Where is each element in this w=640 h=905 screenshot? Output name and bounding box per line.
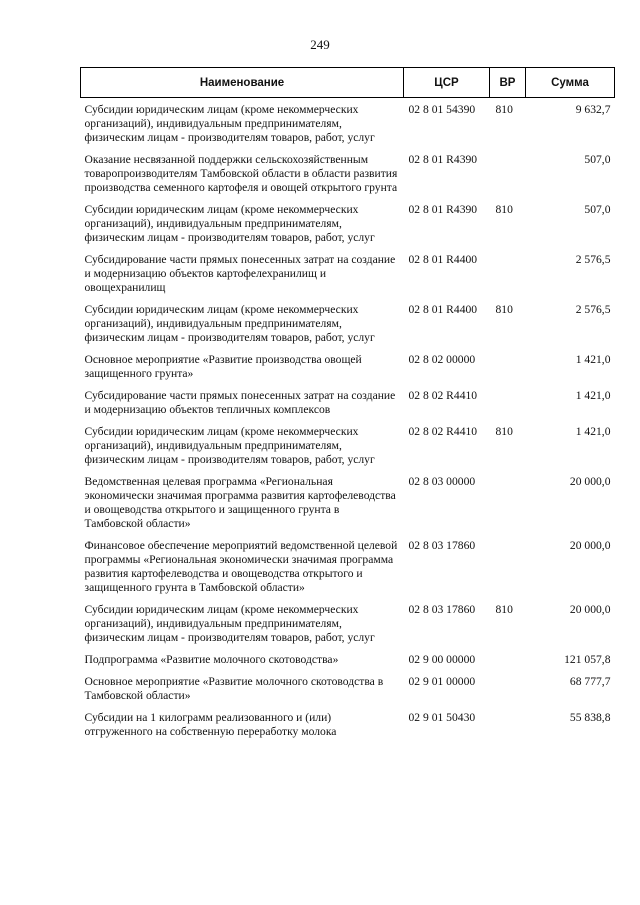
- row-csr: 02 8 03 17860: [408, 539, 476, 552]
- row-csr: 02 8 02 R4410: [408, 389, 478, 402]
- row-csr: 02 9 01 00000: [408, 675, 476, 688]
- row-vr: 810: [495, 203, 513, 216]
- row-vr: [490, 348, 526, 384]
- header-vr: ВР: [490, 68, 526, 98]
- row-sum: 20 000,0: [569, 475, 611, 488]
- header-name: Наименование: [81, 68, 404, 98]
- row-csr: 02 8 01 R4400: [408, 303, 478, 316]
- row-name: Субсидии юридическим лицам (кроме некоммерческих организаций), индивидуальным предпринимателям, физическим лицам - производителям товаров, работ, услуг: [84, 103, 375, 144]
- row-sum: 121 057,8: [564, 653, 611, 666]
- table-row: [81, 148, 615, 198]
- row-csr: 02 9 00 00000: [408, 653, 476, 666]
- row-name: Ведомственная целевая программа «Региональная экономически значимая программа развития картофелеводства и овощеводства открытого и защищенного грунта в Тамбовской области»: [84, 475, 396, 530]
- table-row: [81, 98, 615, 149]
- row-vr: [490, 384, 526, 420]
- row-name: Финансовое обеспечение мероприятий ведомственной целевой программы «Региональная экономически значимая программа развития картофелеводства и овощеводства открытого и защищенного грунта в Тамбовской области»: [84, 539, 398, 594]
- row-csr: 02 8 01 R4400: [408, 253, 478, 266]
- table-row: [81, 348, 615, 384]
- row-name: Субсидирование части прямых понесенных затрат на создание и модернизацию объектов картофелехранилищ и овощехранилищ: [84, 253, 396, 294]
- row-vr: 810: [495, 303, 513, 316]
- row-vr: 810: [495, 603, 513, 616]
- row-sum: 68 777,7: [569, 675, 611, 688]
- budget-table: [80, 67, 615, 742]
- row-sum: 1 421,0: [575, 389, 611, 402]
- header-csr: ЦСР: [404, 68, 490, 98]
- table-row: [81, 420, 615, 470]
- row-name: Субсидии юридическим лицам (кроме некоммерческих организаций), индивидуальным предпринимателям, физическим лицам - производителям товаров, работ, услуг: [84, 603, 375, 644]
- row-sum: 20 000,0: [569, 603, 611, 616]
- row-sum: 55 838,8: [569, 711, 611, 724]
- header-sum: Сумма: [526, 68, 615, 98]
- table-header-row: [81, 68, 615, 98]
- row-sum: 2 576,5: [575, 253, 611, 266]
- row-name: Субсидии юридическим лицам (кроме некоммерческих организаций), индивидуальным предпринимателям, физическим лицам - производителям товаров, работ, услуг: [84, 203, 375, 244]
- row-csr: 02 8 03 00000: [408, 475, 476, 488]
- row-vr: 810: [495, 425, 513, 438]
- row-vr: 810: [495, 103, 513, 116]
- row-vr: [490, 148, 526, 198]
- table-row: [81, 534, 615, 598]
- row-csr: 02 8 01 54390: [408, 103, 476, 116]
- row-sum: 507,0: [584, 203, 611, 216]
- row-name: Оказание несвязанной поддержки сельскохозяйственным товаропроизводителям Тамбовской области в области развития производства семенного картофеля и овощей открытого грунта: [84, 153, 398, 194]
- row-csr: 02 8 02 00000: [408, 353, 476, 366]
- row-vr: [490, 534, 526, 598]
- row-sum: 507,0: [584, 153, 611, 166]
- row-sum: 1 421,0: [575, 353, 611, 366]
- row-vr: [490, 670, 526, 706]
- row-vr: [490, 248, 526, 298]
- row-vr: [490, 470, 526, 534]
- row-sum: 9 632,7: [575, 103, 611, 116]
- row-csr: 02 8 02 R4410: [408, 425, 478, 438]
- row-vr: [490, 648, 526, 670]
- table-row: [81, 670, 615, 706]
- table-row: [81, 198, 615, 248]
- row-sum: 20 000,0: [569, 539, 611, 552]
- row-name: Субсидирование части прямых понесенных затрат на создание и модернизацию объектов тепличных комплексов: [84, 389, 396, 416]
- row-csr: 02 9 01 50430: [408, 711, 476, 724]
- table-row: [81, 384, 615, 420]
- table-row: [81, 648, 615, 670]
- row-vr: [490, 706, 526, 742]
- row-csr: 02 8 01 R4390: [408, 203, 478, 216]
- row-csr: 02 8 03 17860: [408, 603, 476, 616]
- table-row: [81, 706, 615, 742]
- row-csr: 02 8 01 R4390: [408, 153, 478, 166]
- page-number: 249: [310, 37, 330, 52]
- table-row: [81, 598, 615, 648]
- row-name: Основное мероприятие «Развитие молочного скотоводства в Тамбовской области»: [84, 675, 384, 702]
- row-sum: 1 421,0: [575, 425, 611, 438]
- row-name: Основное мероприятие «Развитие производства овощей защищенного грунта»: [84, 353, 362, 380]
- table-row: [81, 298, 615, 348]
- row-name: Субсидии юридическим лицам (кроме некоммерческих организаций), индивидуальным предпринимателям, физическим лицам - производителям товаров, работ, услуг: [84, 303, 375, 344]
- row-name: Подпрограмма «Развитие молочного скотоводства»: [84, 653, 339, 666]
- table-row: [81, 470, 615, 534]
- row-name: Субсидии юридическим лицам (кроме некоммерческих организаций), индивидуальным предпринимателям, физическим лицам - производителям товаров, работ, услуг: [84, 425, 375, 466]
- row-name: Субсидии на 1 килограмм реализованного и (или) отгруженного на собственную переработку молока: [84, 711, 337, 738]
- table-row: [81, 248, 615, 298]
- row-sum: 2 576,5: [575, 303, 611, 316]
